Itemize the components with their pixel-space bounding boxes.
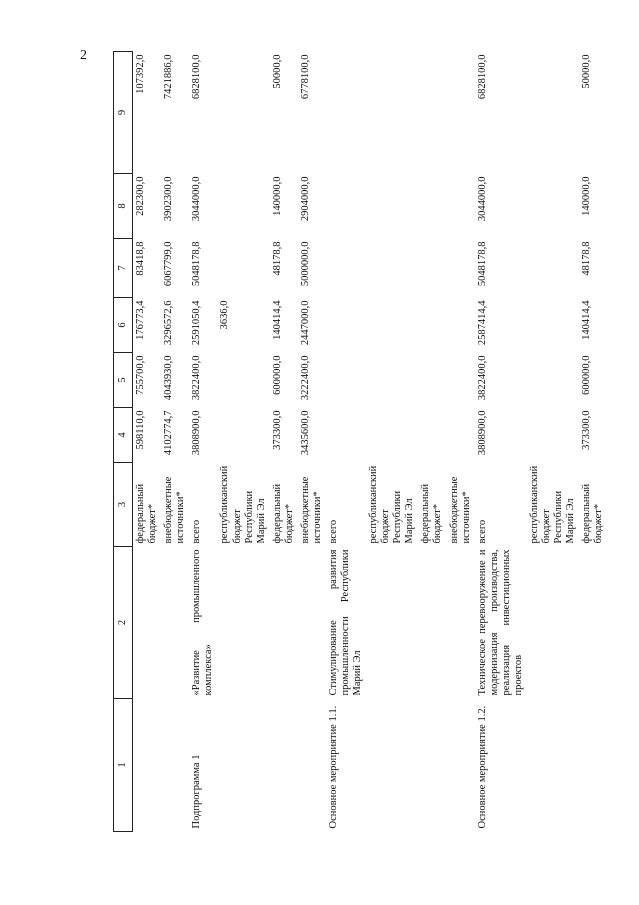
- value-cell: 598110,0: [135, 410, 147, 450]
- value-cell: [217, 52, 269, 174]
- value-cell: [326, 298, 366, 353]
- table-row: [366, 52, 418, 832]
- value-cell: [366, 353, 418, 408]
- title-cell: Стимулирование развития промышленности Республики Марий Эл: [327, 549, 364, 696]
- value-cell: [326, 353, 366, 408]
- title-cell: [527, 547, 579, 699]
- source-cell: внебюджетные источники*: [163, 476, 187, 544]
- value-cell: 3636,0: [219, 300, 231, 330]
- value-cell: 83418,8: [135, 241, 147, 276]
- value-cell: [447, 52, 475, 174]
- column-header: 5: [114, 353, 133, 408]
- value-cell: [366, 174, 418, 239]
- title-cell: [270, 547, 298, 699]
- value-cell: [418, 408, 446, 463]
- value-cell: 7421886,0: [163, 54, 175, 100]
- value-cell: [217, 408, 269, 463]
- program-cell: [161, 699, 189, 832]
- column-header: 1: [114, 699, 133, 832]
- program-cell: [217, 699, 269, 832]
- title-cell: [133, 547, 162, 699]
- value-cell: [326, 174, 366, 239]
- source-cell: федеральный бюджет*: [135, 483, 159, 544]
- table-row: [298, 52, 326, 832]
- value-cell: 755700,0: [135, 355, 147, 395]
- table-row: [326, 52, 366, 832]
- title-cell: [447, 547, 475, 699]
- value-cell: 373300,0: [271, 410, 283, 450]
- value-cell: [326, 52, 366, 174]
- value-cell: 4043930,0: [163, 355, 175, 401]
- value-cell: [527, 52, 579, 174]
- value-cell: 5048178,8: [476, 241, 488, 287]
- source-cell: республиканский бюджет Республики Марий Эл: [219, 465, 267, 544]
- value-cell: 3044000,0: [191, 176, 203, 222]
- title-cell: [298, 547, 326, 699]
- value-cell: 6828100,0: [476, 54, 488, 100]
- value-cell: 3822400,0: [191, 355, 203, 401]
- value-cell: 6778100,0: [299, 54, 311, 100]
- value-cell: 3044000,0: [476, 176, 488, 222]
- value-cell: [447, 239, 475, 298]
- program-cell: [133, 699, 162, 832]
- program-cell: [298, 699, 326, 832]
- table-row: [447, 52, 475, 832]
- table-row: [579, 52, 607, 832]
- value-cell: [418, 298, 446, 353]
- title-cell: [366, 547, 418, 699]
- value-cell: 2904000,0: [299, 176, 311, 222]
- value-cell: [418, 239, 446, 298]
- source-cell: республиканский бюджет Республики Марий Эл: [368, 465, 416, 544]
- value-cell: 2591050,4: [191, 300, 203, 346]
- value-cell: [366, 298, 418, 353]
- table-row: [133, 52, 162, 832]
- column-header: 4: [114, 408, 133, 463]
- value-cell: [447, 408, 475, 463]
- value-cell: 3222400,0: [299, 355, 311, 401]
- value-cell: 140000,0: [271, 176, 283, 216]
- table-row: [270, 52, 298, 832]
- value-cell: [366, 52, 418, 174]
- value-cell: 282300,0: [135, 176, 147, 216]
- table-row: [217, 52, 269, 832]
- rotated-table-container: [113, 52, 605, 832]
- value-cell: 3808900,0: [476, 410, 488, 456]
- value-cell: [326, 239, 366, 298]
- source-cell: всего: [327, 519, 339, 544]
- value-cell: 600000,0: [581, 355, 593, 395]
- program-cell: [270, 699, 298, 832]
- value-cell: [447, 353, 475, 408]
- table-row: [418, 52, 446, 832]
- value-cell: 48178,8: [271, 241, 283, 276]
- program-cell: [366, 699, 418, 832]
- title-cell: [579, 547, 607, 699]
- value-cell: 2587414,4: [476, 300, 488, 346]
- value-cell: 50000,0: [581, 54, 593, 89]
- value-cell: [326, 408, 366, 463]
- budget-table: [113, 51, 607, 832]
- column-header: 2: [114, 547, 133, 699]
- value-cell: 140000,0: [581, 176, 593, 216]
- table-row: [475, 52, 527, 832]
- value-cell: 4102774,7: [163, 410, 175, 456]
- source-cell: внебюджетные источники*: [448, 476, 472, 544]
- value-cell: [527, 174, 579, 239]
- value-cell: [217, 353, 269, 408]
- title-cell: [418, 547, 446, 699]
- value-cell: 5048178,8: [191, 241, 203, 287]
- source-cell: федеральный бюджет*: [581, 483, 605, 544]
- source-cell: федеральный бюджет*: [271, 483, 295, 544]
- source-cell: федеральный бюджет*: [420, 483, 444, 544]
- program-cell: [418, 699, 446, 832]
- value-cell: [447, 298, 475, 353]
- value-cell: 3822400,0: [476, 355, 488, 401]
- value-cell: [527, 408, 579, 463]
- value-cell: [418, 52, 446, 174]
- program-cell: [447, 699, 475, 832]
- program-cell: Основное мероприятие 1.2.: [476, 705, 488, 829]
- title-cell: [217, 547, 269, 699]
- title-cell: [161, 547, 189, 699]
- value-cell: 2447000,0: [299, 300, 311, 346]
- value-cell: 176773,4: [135, 300, 147, 340]
- value-cell: 140414,4: [581, 300, 593, 340]
- program-cell: Основное мероприятие 1.1.: [327, 705, 339, 829]
- value-cell: [527, 239, 579, 298]
- column-header: 3: [114, 463, 133, 547]
- program-cell: Подпрограмма 1: [191, 754, 203, 829]
- value-cell: 48178,8: [581, 241, 593, 276]
- value-cell: 5000000,0: [299, 241, 311, 287]
- table-row: [527, 52, 579, 832]
- value-cell: 6828100,0: [191, 54, 203, 100]
- value-cell: 3808900,0: [191, 410, 203, 456]
- column-header: 9: [114, 52, 133, 174]
- title-cell: Техническое перевооружение и модернизация производства, реализация инвестиционных проектов: [476, 549, 524, 696]
- value-cell: [418, 353, 446, 408]
- value-cell: [527, 353, 579, 408]
- table-body: [133, 52, 608, 832]
- column-header: 7: [114, 239, 133, 298]
- table-row: [189, 52, 217, 832]
- value-cell: 140414,4: [271, 300, 283, 340]
- column-header: 8: [114, 174, 133, 239]
- value-cell: [527, 298, 579, 353]
- value-cell: 107392,0: [135, 54, 147, 94]
- program-cell: [527, 699, 579, 832]
- value-cell: 3296572,6: [163, 300, 175, 346]
- value-cell: 600000,0: [271, 355, 283, 395]
- title-cell: «Развитие промышленного комплекса»: [191, 549, 215, 696]
- source-cell: республиканский бюджет Республики Марий Эл: [528, 465, 577, 544]
- table-header-row: [114, 52, 133, 832]
- program-cell: [579, 699, 607, 832]
- value-cell: 373300,0: [581, 410, 593, 450]
- source-cell: внебюджетные источники*: [299, 476, 323, 544]
- value-cell: [418, 174, 446, 239]
- source-cell: всего: [476, 519, 488, 544]
- column-header: 6: [114, 298, 133, 353]
- value-cell: 50000,0: [271, 54, 283, 89]
- value-cell: [447, 174, 475, 239]
- value-cell: [217, 174, 269, 239]
- value-cell: 3435600,0: [299, 410, 311, 456]
- value-cell: 6067799,0: [163, 241, 175, 287]
- value-cell: [366, 239, 418, 298]
- table-row: [161, 52, 189, 832]
- source-cell: всего: [191, 519, 203, 544]
- page-number: 2: [80, 48, 87, 63]
- value-cell: [217, 239, 269, 298]
- value-cell: 3902300,0: [163, 176, 175, 222]
- value-cell: [366, 408, 418, 463]
